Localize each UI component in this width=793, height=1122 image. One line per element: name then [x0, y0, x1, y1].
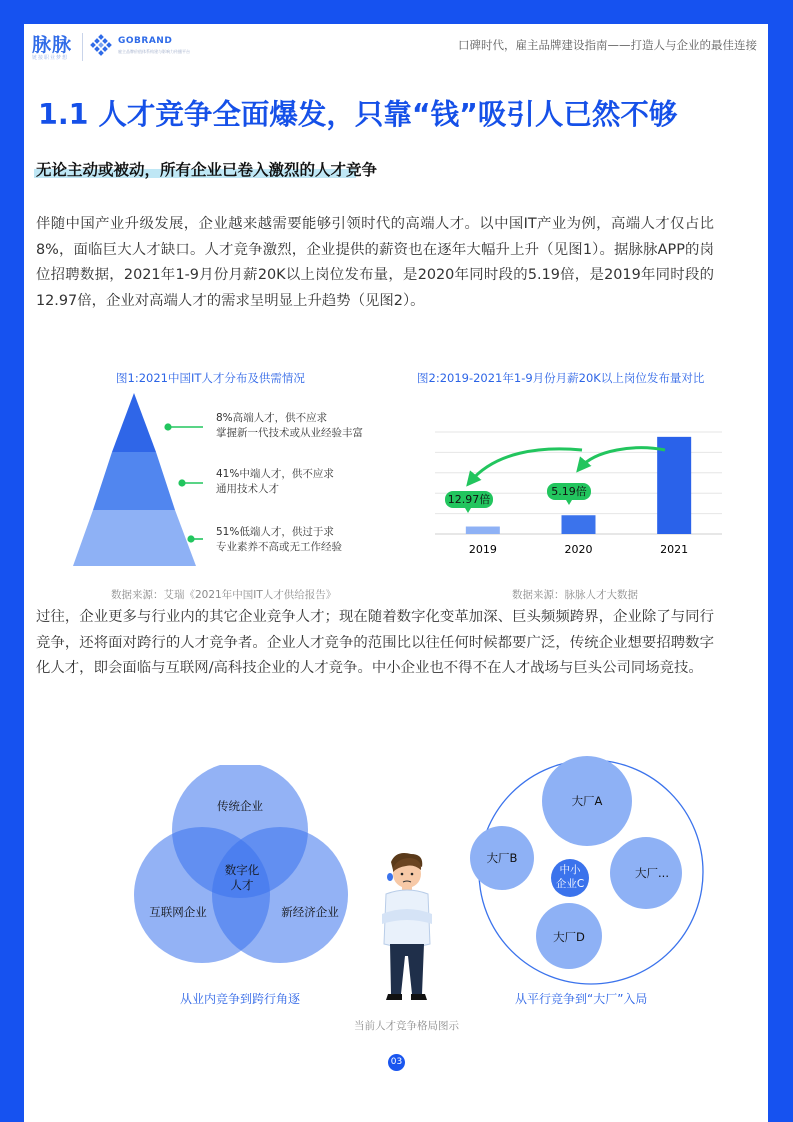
- venn-label-new-economy: 新经济企业: [281, 905, 339, 919]
- venn-center-line1: 数字化: [224, 863, 260, 877]
- x-tick-2020: 2020: [564, 543, 593, 556]
- figure2-source: 数据来源：脉脉人才大数据: [512, 589, 638, 601]
- venn-center-line2: 人才: [230, 878, 254, 892]
- gobrand-logo: GOBRAND: [118, 36, 173, 46]
- bullet-dot: [164, 423, 171, 430]
- bar-2021: [657, 437, 691, 534]
- arrow-to-2019: [470, 449, 582, 482]
- callout-2020-text: 5.19倍: [551, 485, 587, 498]
- arrow-to-2020: [580, 448, 665, 468]
- bar-2020: [562, 515, 596, 534]
- pyramid-mid-tier: [93, 452, 175, 510]
- company-b-label: 大厂B: [486, 851, 518, 865]
- maimai-logo: 脉脉: [32, 34, 73, 56]
- pyramid-bottom-tier: [73, 510, 196, 566]
- x-tick-2019: 2019: [468, 543, 497, 556]
- venn-diagram: [130, 765, 350, 975]
- tier-low-line1: 51%低端人才，供过于求: [216, 526, 334, 538]
- businessman-illustration: [376, 852, 436, 1007]
- figure2-bar-chart: [430, 420, 725, 560]
- big-circle-diagram: [466, 756, 716, 988]
- venn-label-internet: 互联网企业: [149, 905, 207, 919]
- company-d-label: 大厂D: [553, 930, 585, 944]
- tier-high-line1: 8%高端人才，供不应求: [216, 412, 328, 424]
- company-a-label: 大厂A: [571, 794, 603, 808]
- company-c-line2: 企业C: [555, 878, 585, 890]
- maimai-logo-slogan: 链接职业梦想: [32, 55, 69, 61]
- tier-low-label: [216, 525, 342, 555]
- page-number: 03: [388, 1054, 405, 1071]
- company-etc-label: 大厂...: [635, 866, 669, 880]
- figure1-title: 图1:2021中国IT人才分布及供需情况: [116, 371, 305, 385]
- gobrand-diamond-icon: [90, 34, 112, 56]
- figure3-caption: 当前人才竞争格局图示: [354, 1020, 459, 1032]
- bullet-dot: [178, 479, 185, 486]
- section-subtitle: 无论主动或被动，所有企业已卷入激烈的人才竞争: [36, 161, 378, 179]
- tier-high-line2: 掌握新一代技术或从业经验丰富: [216, 427, 363, 439]
- paragraph-2: 过往，企业更多与行业内的其它企业竞争人才；现在随着数字化变革加深、巨头频频跨界，企业除了与同行竞争，还将面对跨行的人才竞争者。企业人才竞争的范围比以往任何时候都要广泛，传统企业想要招聘数字化人才，即会面临与互联网/高科技企业的人才竞争。中小企业也不得不在人才战场与巨头公司同场竞技。: [36, 609, 714, 676]
- venn-circle-new-economy: [212, 827, 348, 963]
- venn-caption: 从业内竞争到跨行角逐: [180, 992, 301, 1006]
- header-tagline: 口碑时代，雇主品牌建设指南——打造人与企业的最佳连接: [458, 38, 757, 52]
- tier-mid-line2: 通用技术人才: [216, 483, 279, 495]
- callout-2020: [547, 483, 591, 505]
- bullet-dot: [187, 535, 194, 542]
- bar-2019: [466, 527, 500, 534]
- callout-2019: [445, 491, 493, 513]
- callout-2019-text: 12.97倍: [447, 493, 491, 506]
- x-tick-2021: 2021: [660, 543, 689, 556]
- tier-high-label: [216, 411, 363, 441]
- logo-divider: [82, 33, 83, 61]
- company-c-line1: 中小: [559, 864, 581, 876]
- circles-caption: 从平行竞争到“大厂”入局: [515, 992, 648, 1006]
- tier-low-line2: 专业素养不高或无工作经验: [216, 541, 342, 553]
- section-title: 1.1 人才竞争全面爆发，只靠“钱”吸引人已然不够: [38, 98, 678, 131]
- venn-label-traditional: 传统企业: [217, 799, 263, 813]
- figure1-source: 数据来源：艾瑞《2021年中国IT人才供给报告》: [111, 589, 337, 601]
- gobrand-logo-slogan: 雇主品牌价值体系构建与影响力传播平台: [118, 49, 190, 54]
- paragraph-1: 伴随中国产业升级发展，企业越来越需要能够引领时代的高端人才。以中国IT产业为例，高端人才仅占比8%，面临巨大人才缺口。人才竞争激烈，企业提供的薪资也在逐年大幅升上升（见图1）。据脉脉APP的岗位招聘数据，2021年1-9月份月薪20K以上岗位发布量，是2020年同时段的5.19倍，是2019年同时段的12.97倍，企业对高端人才的需求呈明显上升趋势（见图2）。: [36, 216, 714, 309]
- tier-mid-line1: 41%中端人才，供不应求: [216, 468, 334, 480]
- tier-mid-label: [216, 467, 334, 497]
- figure2-title: 图2:2019-2021年1-9月份月薪20K以上岗位发布量对比: [417, 371, 705, 385]
- pyramid-top-tier: [112, 393, 156, 452]
